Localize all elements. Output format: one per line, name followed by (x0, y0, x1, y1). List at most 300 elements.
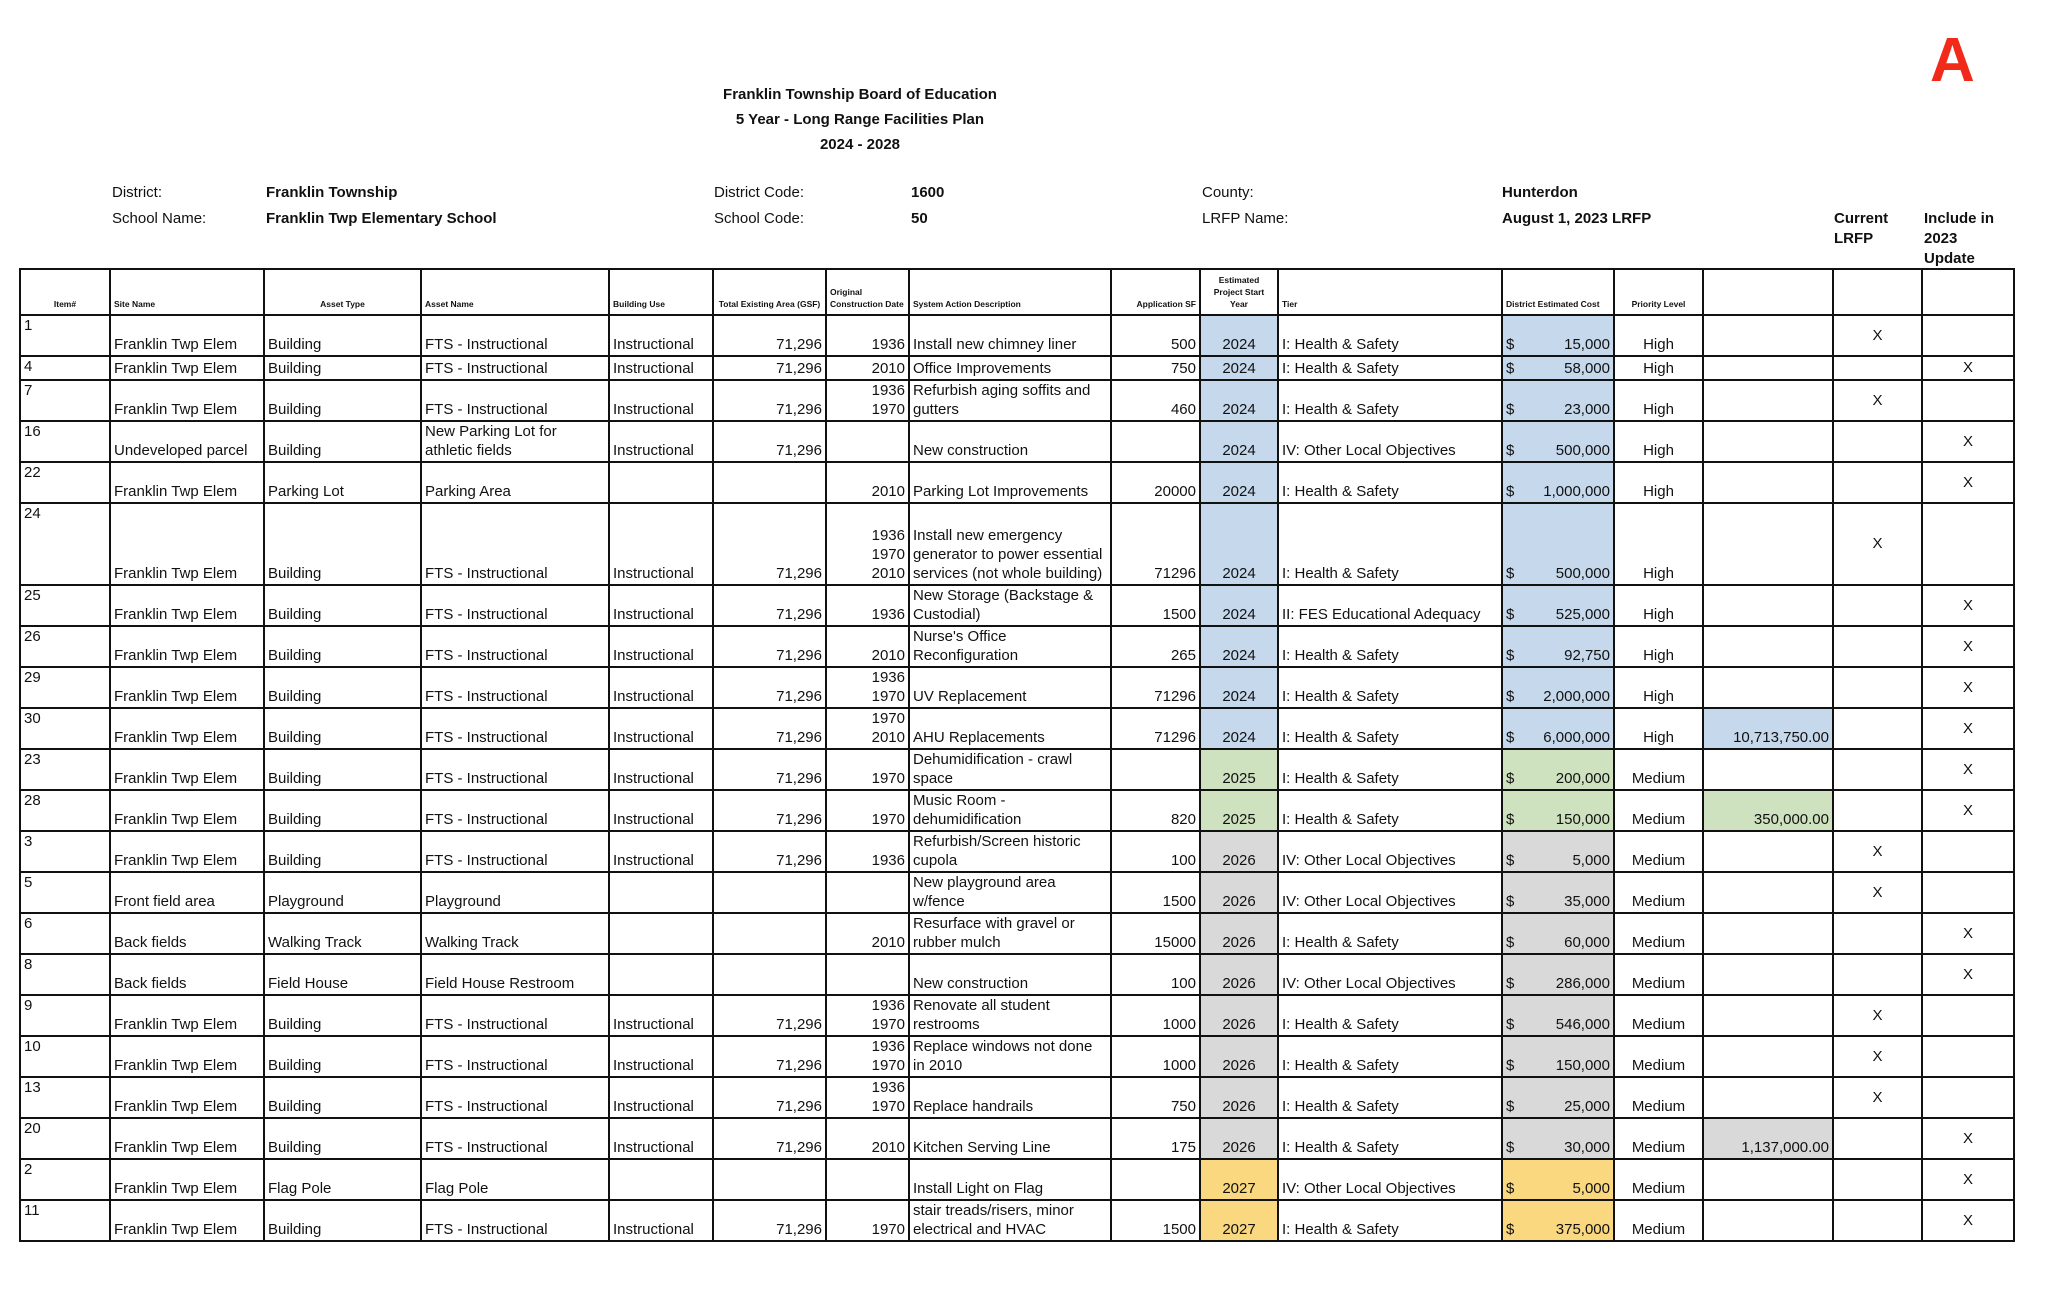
td-item: 28 (20, 790, 110, 831)
td-estimated-cost (1502, 749, 1614, 790)
col-asset-type: Asset Type (264, 269, 421, 315)
td-construction-date: 1970 (826, 790, 909, 831)
td-asset-name: FTS - Instructional (421, 831, 609, 872)
td-construction-date: 1936 1970 2010 (826, 503, 909, 585)
td-item: 10 (20, 1036, 110, 1077)
td-priority: High (1614, 626, 1703, 667)
col-site-name: Site Name (110, 269, 264, 315)
td-application-sf: 20000 (1111, 462, 1200, 503)
td-current-lrfp: X (1833, 315, 1922, 356)
td-priority: Medium (1614, 872, 1703, 913)
td-item: 7 (20, 380, 110, 421)
td-site-name: Franklin Twp Elem (110, 831, 264, 872)
td-estimated-cost (1502, 1118, 1614, 1159)
td-estimated-cost (1502, 790, 1614, 831)
td-item: 6 (20, 913, 110, 954)
td-building-use: Instructional (609, 626, 713, 667)
table-row (20, 667, 2014, 708)
document-title-block (610, 82, 1110, 157)
table-row (20, 708, 2014, 749)
td-building-use: Instructional (609, 356, 713, 380)
td-tier: I: Health & Safety (1278, 315, 1502, 356)
currency-symbol: $ (1506, 770, 1515, 787)
td-application-sf: 71296 (1111, 503, 1200, 585)
cost-amount: 58,000 (1564, 360, 1610, 377)
td-building-use (609, 954, 713, 995)
cost-amount: 150,000 (1555, 1057, 1610, 1074)
td-start-year: 2026 (1200, 995, 1278, 1036)
td-asset-name: FTS - Instructional (421, 503, 609, 585)
currency-symbol: $ (1506, 975, 1515, 992)
table-header-row (20, 269, 2014, 315)
include-update-header: Include in 2023 Update (1924, 210, 1995, 267)
td-application-sf: 820 (1111, 790, 1200, 831)
lrfp-name-value: August 1, 2023 LRFP (1502, 210, 1652, 227)
cost-amount: 23,000 (1564, 401, 1610, 418)
table-row (20, 380, 2014, 421)
td-asset-type: Flag Pole (264, 1159, 421, 1200)
td-current-lrfp (1833, 1159, 1922, 1200)
td-asset-type: Building (264, 421, 421, 462)
td-site-name: Franklin Twp Elem (110, 1118, 264, 1159)
table-row (20, 503, 2014, 585)
currency-symbol: $ (1506, 565, 1515, 582)
td-item: 1 (20, 315, 110, 356)
td-description: Nurse's Office Reconfiguration (909, 626, 1111, 667)
td-asset-type: Building (264, 1118, 421, 1159)
td-include-update: X (1922, 585, 2014, 626)
td-description: UV Replacement (909, 667, 1111, 708)
td-tier: I: Health & Safety (1278, 790, 1502, 831)
td-include-update: X (1922, 708, 2014, 749)
td-construction-date: 1936 (826, 585, 909, 626)
td-year-subtotal (1703, 995, 1833, 1036)
td-priority: High (1614, 356, 1703, 380)
td-start-year: 2024 (1200, 315, 1278, 356)
currency-symbol: $ (1506, 606, 1515, 623)
td-include-update: X (1922, 790, 2014, 831)
td-priority: Medium (1614, 831, 1703, 872)
td-priority: Medium (1614, 1077, 1703, 1118)
col-total-area: Total Existing Area (GSF) (713, 269, 826, 315)
td-estimated-cost (1502, 1159, 1614, 1200)
cost-amount: 2,000,000 (1543, 688, 1610, 705)
col-item: Item# (20, 269, 110, 315)
td-description: Refurbish/Screen historic cupola (909, 831, 1111, 872)
td-application-sf: 1000 (1111, 995, 1200, 1036)
td-year-subtotal: 1,137,000.00 (1703, 1118, 1833, 1159)
col-current-lrfp (1833, 269, 1922, 315)
td-tier: IV: Other Local Objectives (1278, 421, 1502, 462)
td-site-name: Back fields (110, 913, 264, 954)
td-asset-type: Building (264, 356, 421, 380)
col-tier: Tier (1278, 269, 1502, 315)
td-asset-type: Walking Track (264, 913, 421, 954)
td-description: New Storage (Backstage & Custodial) (909, 585, 1111, 626)
td-tier: I: Health & Safety (1278, 1036, 1502, 1077)
td-building-use: Instructional (609, 995, 713, 1036)
td-construction-date (826, 421, 909, 462)
td-year-subtotal (1703, 626, 1833, 667)
td-estimated-cost (1502, 380, 1614, 421)
td-construction-date: 2010 (826, 913, 909, 954)
td-construction-date: 2010 (826, 626, 909, 667)
td-priority: Medium (1614, 1118, 1703, 1159)
td-include-update (1922, 503, 2014, 585)
td-total-area: 71,296 (713, 1118, 826, 1159)
td-year-subtotal (1703, 421, 1833, 462)
td-asset-type: Building (264, 585, 421, 626)
cost-amount: 500,000 (1555, 442, 1610, 459)
td-description: Replace windows not done in 2010 (909, 1036, 1111, 1077)
currency-symbol: $ (1506, 1098, 1515, 1115)
td-tier: I: Health & Safety (1278, 503, 1502, 585)
td-asset-type: Field House (264, 954, 421, 995)
currency-symbol: $ (1506, 1180, 1515, 1197)
col-year-subtotal (1703, 269, 1833, 315)
td-year-subtotal (1703, 667, 1833, 708)
td-application-sf: 750 (1111, 1077, 1200, 1118)
td-asset-name: FTS - Instructional (421, 708, 609, 749)
td-total-area: 71,296 (713, 585, 826, 626)
td-total-area (713, 954, 826, 995)
td-estimated-cost (1502, 995, 1614, 1036)
school-code-value: 50 (911, 210, 928, 227)
table-row (20, 1200, 2014, 1241)
td-description: New construction (909, 421, 1111, 462)
td-estimated-cost (1502, 462, 1614, 503)
td-total-area (713, 872, 826, 913)
td-include-update: X (1922, 421, 2014, 462)
td-asset-type: Building (264, 315, 421, 356)
td-application-sf: 175 (1111, 1118, 1200, 1159)
td-construction-date: 1936 1970 (826, 1077, 909, 1118)
td-year-subtotal (1703, 1159, 1833, 1200)
td-priority: High (1614, 585, 1703, 626)
td-site-name: Franklin Twp Elem (110, 708, 264, 749)
td-year-subtotal (1703, 315, 1833, 356)
col-estimated-cost: District Estimated Cost (1502, 269, 1614, 315)
td-item: 25 (20, 585, 110, 626)
td-application-sf: 71296 (1111, 667, 1200, 708)
td-description: Refurbish aging soffits and gutters (909, 380, 1111, 421)
table-row (20, 356, 2014, 380)
td-estimated-cost (1502, 708, 1614, 749)
td-include-update: X (1922, 1159, 2014, 1200)
td-estimated-cost (1502, 585, 1614, 626)
td-asset-type: Playground (264, 872, 421, 913)
title-line-years: 2024 - 2028 (819, 136, 901, 153)
table-row (20, 1118, 2014, 1159)
td-estimated-cost (1502, 872, 1614, 913)
td-building-use: Instructional (609, 1118, 713, 1159)
td-start-year: 2024 (1200, 585, 1278, 626)
td-building-use: Instructional (609, 315, 713, 356)
td-estimated-cost (1502, 503, 1614, 585)
school-name-value: Franklin Twp Elementary School (266, 210, 497, 227)
cost-amount: 1,000,000 (1543, 483, 1610, 500)
currency-symbol: $ (1506, 1221, 1515, 1238)
col-priority: Priority Level (1614, 269, 1703, 315)
td-application-sf: 265 (1111, 626, 1200, 667)
td-include-update: X (1922, 749, 2014, 790)
county-label: County: (1202, 184, 1254, 201)
td-priority: Medium (1614, 913, 1703, 954)
td-year-subtotal (1703, 585, 1833, 626)
td-site-name: Franklin Twp Elem (110, 995, 264, 1036)
td-total-area: 71,296 (713, 831, 826, 872)
table-row (20, 1159, 2014, 1200)
td-year-subtotal: 350,000.00 (1703, 790, 1833, 831)
col-asset-name: Asset Name (421, 269, 609, 315)
td-construction-date: 1936 (826, 315, 909, 356)
td-asset-name: New Parking Lot for athletic fields (421, 421, 609, 462)
cost-amount: 525,000 (1555, 606, 1610, 623)
td-include-update (1922, 1036, 2014, 1077)
td-description: Office Improvements (909, 356, 1111, 380)
table-row (20, 462, 2014, 503)
td-tier: IV: Other Local Objectives (1278, 954, 1502, 995)
currency-symbol: $ (1506, 811, 1515, 828)
td-current-lrfp (1833, 585, 1922, 626)
td-item: 24 (20, 503, 110, 585)
td-year-subtotal (1703, 1077, 1833, 1118)
td-site-name: Franklin Twp Elem (110, 503, 264, 585)
currency-symbol: $ (1506, 336, 1515, 353)
td-current-lrfp (1833, 356, 1922, 380)
cost-amount: 6,000,000 (1543, 729, 1610, 746)
td-estimated-cost (1502, 913, 1614, 954)
td-construction-date: 1970 (826, 1200, 909, 1241)
cost-amount: 25,000 (1564, 1098, 1610, 1115)
td-building-use (609, 462, 713, 503)
table-row (20, 790, 2014, 831)
table-row (20, 626, 2014, 667)
td-site-name: Franklin Twp Elem (110, 315, 264, 356)
td-building-use: Instructional (609, 790, 713, 831)
td-asset-type: Parking Lot (264, 462, 421, 503)
td-asset-name: FTS - Instructional (421, 749, 609, 790)
table-row (20, 954, 2014, 995)
td-tier: IV: Other Local Objectives (1278, 872, 1502, 913)
td-include-update: X (1922, 462, 2014, 503)
td-tier: I: Health & Safety (1278, 462, 1502, 503)
title-line-plan: 5 Year - Long Range Facilities Plan (735, 111, 985, 128)
td-tier: I: Health & Safety (1278, 667, 1502, 708)
td-building-use: Instructional (609, 667, 713, 708)
td-description: stair treads/risers, minor electrical and HVAC (909, 1200, 1111, 1241)
currency-symbol: $ (1506, 647, 1515, 664)
td-priority: Medium (1614, 1159, 1703, 1200)
td-construction-date: 1970 2010 (826, 708, 909, 749)
td-priority: Medium (1614, 1036, 1703, 1077)
td-year-subtotal (1703, 356, 1833, 380)
td-site-name: Back fields (110, 954, 264, 995)
td-item: 3 (20, 831, 110, 872)
td-year-subtotal (1703, 749, 1833, 790)
td-building-use: Instructional (609, 503, 713, 585)
district-value: Franklin Township (266, 184, 398, 201)
table-row (20, 749, 2014, 790)
td-description: Renovate all student restrooms (909, 995, 1111, 1036)
td-building-use: Instructional (609, 421, 713, 462)
td-estimated-cost (1502, 626, 1614, 667)
td-current-lrfp (1833, 913, 1922, 954)
td-year-subtotal (1703, 1036, 1833, 1077)
td-asset-name: FTS - Instructional (421, 1077, 609, 1118)
td-priority: High (1614, 708, 1703, 749)
td-start-year: 2027 (1200, 1200, 1278, 1241)
td-priority: Medium (1614, 954, 1703, 995)
td-include-update (1922, 831, 2014, 872)
td-item: 26 (20, 626, 110, 667)
facilities-plan-table (19, 268, 2015, 1242)
td-item: 5 (20, 872, 110, 913)
table-row (20, 1036, 2014, 1077)
td-start-year: 2026 (1200, 872, 1278, 913)
td-description: Kitchen Serving Line (909, 1118, 1111, 1159)
col-description: System Action Description (909, 269, 1111, 315)
td-start-year: 2026 (1200, 913, 1278, 954)
td-asset-type: Building (264, 667, 421, 708)
table-body (20, 315, 2014, 1241)
td-tier: I: Health & Safety (1278, 749, 1502, 790)
td-current-lrfp (1833, 462, 1922, 503)
td-tier: IV: Other Local Objectives (1278, 831, 1502, 872)
td-item: 9 (20, 995, 110, 1036)
cost-amount: 30,000 (1564, 1139, 1610, 1156)
td-application-sf: 100 (1111, 954, 1200, 995)
td-priority: High (1614, 380, 1703, 421)
td-description: Parking Lot Improvements (909, 462, 1111, 503)
td-start-year: 2026 (1200, 831, 1278, 872)
td-year-subtotal (1703, 954, 1833, 995)
td-building-use (609, 872, 713, 913)
cost-amount: 150,000 (1555, 811, 1610, 828)
td-description: New construction (909, 954, 1111, 995)
td-include-update: X (1922, 626, 2014, 667)
td-building-use: Instructional (609, 708, 713, 749)
school-name-label: School Name: (112, 210, 207, 227)
td-asset-type: Building (264, 995, 421, 1036)
td-item: 22 (20, 462, 110, 503)
td-construction-date: 2010 (826, 1118, 909, 1159)
td-estimated-cost (1502, 1077, 1614, 1118)
td-asset-type: Building (264, 380, 421, 421)
td-site-name: Franklin Twp Elem (110, 1159, 264, 1200)
table-row (20, 913, 2014, 954)
td-include-update (1922, 1077, 2014, 1118)
td-year-subtotal (1703, 913, 1833, 954)
td-total-area: 71,296 (713, 708, 826, 749)
td-start-year: 2026 (1200, 1118, 1278, 1159)
currency-symbol: $ (1506, 442, 1515, 459)
td-total-area: 71,296 (713, 1200, 826, 1241)
td-include-update (1922, 315, 2014, 356)
td-total-area: 71,296 (713, 356, 826, 380)
td-tier: I: Health & Safety (1278, 708, 1502, 749)
td-include-update: X (1922, 1200, 2014, 1241)
td-current-lrfp (1833, 954, 1922, 995)
td-tier: I: Health & Safety (1278, 913, 1502, 954)
td-building-use: Instructional (609, 380, 713, 421)
td-estimated-cost (1502, 831, 1614, 872)
title-line-board: Franklin Township Board of Education (723, 86, 997, 103)
td-current-lrfp (1833, 421, 1922, 462)
td-priority: Medium (1614, 1200, 1703, 1241)
td-estimated-cost (1502, 356, 1614, 380)
td-include-update (1922, 380, 2014, 421)
td-priority: High (1614, 503, 1703, 585)
td-description: Install new chimney liner (909, 315, 1111, 356)
td-building-use: Instructional (609, 585, 713, 626)
td-construction-date: 1936 1970 (826, 667, 909, 708)
td-construction-date: 1936 1970 (826, 995, 909, 1036)
td-tier: I: Health & Safety (1278, 995, 1502, 1036)
td-current-lrfp: X (1833, 995, 1922, 1036)
td-start-year: 2025 (1200, 749, 1278, 790)
td-priority: Medium (1614, 995, 1703, 1036)
td-include-update: X (1922, 667, 2014, 708)
td-start-year: 2026 (1200, 954, 1278, 995)
td-total-area: 71,296 (713, 626, 826, 667)
td-include-update: X (1922, 1118, 2014, 1159)
td-asset-name: FTS - Instructional (421, 315, 609, 356)
td-site-name: Front field area (110, 872, 264, 913)
county-value: Hunterdon (1502, 184, 1578, 201)
td-start-year: 2027 (1200, 1159, 1278, 1200)
td-asset-type: Building (264, 708, 421, 749)
currency-symbol: $ (1506, 1057, 1515, 1074)
td-asset-name: Parking Area (421, 462, 609, 503)
td-current-lrfp (1833, 1200, 1922, 1241)
td-total-area: 71,296 (713, 667, 826, 708)
td-building-use: Instructional (609, 1036, 713, 1077)
td-year-subtotal (1703, 872, 1833, 913)
td-building-use: Instructional (609, 831, 713, 872)
currency-symbol: $ (1506, 1139, 1515, 1156)
td-asset-name: FTS - Instructional (421, 1118, 609, 1159)
district-code-label: District Code: (714, 184, 805, 201)
td-application-sf: 750 (1111, 356, 1200, 380)
cost-amount: 200,000 (1555, 770, 1610, 787)
td-building-use (609, 1159, 713, 1200)
td-asset-type: Building (264, 831, 421, 872)
district-label: District: (112, 184, 162, 201)
td-asset-name: FTS - Instructional (421, 1200, 609, 1241)
td-estimated-cost (1502, 667, 1614, 708)
td-total-area: 71,296 (713, 995, 826, 1036)
td-total-area: 71,296 (713, 1036, 826, 1077)
td-year-subtotal: 10,713,750.00 (1703, 708, 1833, 749)
td-estimated-cost (1502, 421, 1614, 462)
td-include-update (1922, 872, 2014, 913)
td-description: Replace handrails (909, 1077, 1111, 1118)
table-row (20, 1077, 2014, 1118)
td-item: 29 (20, 667, 110, 708)
td-total-area: 71,296 (713, 315, 826, 356)
td-description: New playground area w/fence (909, 872, 1111, 913)
td-start-year: 2024 (1200, 626, 1278, 667)
cost-amount: 546,000 (1555, 1016, 1610, 1033)
td-priority: High (1614, 315, 1703, 356)
cost-amount: 60,000 (1564, 934, 1610, 951)
td-asset-name: Field House Restroom (421, 954, 609, 995)
td-asset-name: FTS - Instructional (421, 585, 609, 626)
td-tier: I: Health & Safety (1278, 1077, 1502, 1118)
lrfp-name-label: LRFP Name: (1202, 210, 1289, 227)
currency-symbol: $ (1506, 852, 1515, 869)
